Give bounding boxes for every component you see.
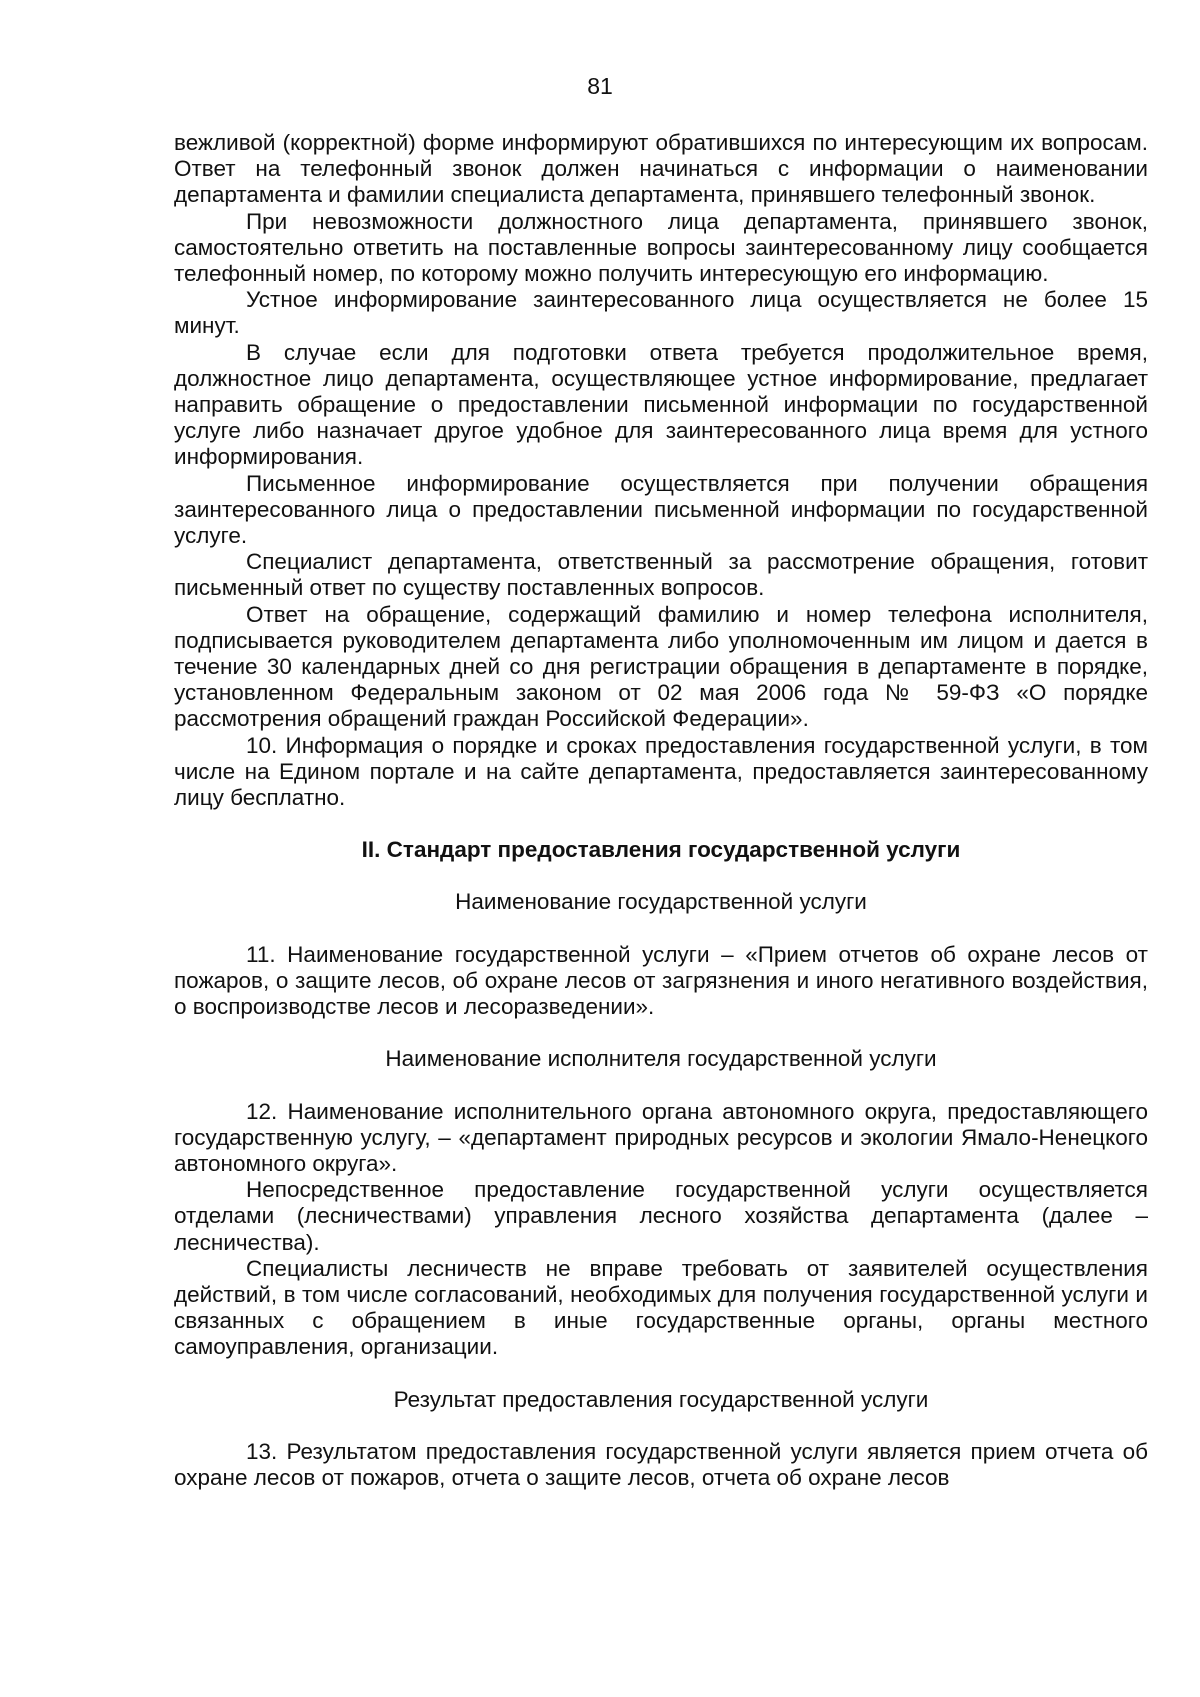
section-title: II. Стандарт предоставления государственной услуги bbox=[361, 837, 961, 863]
paragraph: Устное информирование заинтересованного лица осуществляется не более 15 минут. bbox=[174, 287, 1148, 339]
paragraph: Ответ на обращение, содержащий фамилию и номер телефона исполнителя, подписывается руководителем департамента либо уполномоченным им лицом и дается в течение 30 календарных дней со дня регистрации обращения в департаменте в порядке, установленном Федеральным законом от 02 мая 2006 года № 59-ФЗ «О порядке рассмотрения обращений граждан Российской Федерации». bbox=[174, 601, 1148, 732]
paragraph: Письменное информирование осуществляется при получении обращения заинтересованного лица о предоставлении письменной информации по государственной услуге. bbox=[174, 470, 1148, 549]
paragraph: При невозможности должностного лица департамента, принявшего звонок, самостоятельно ответить на поставленные вопросы заинтересованному лицу сообщается телефонный номер, по которому можно получить интересующую его информацию. bbox=[174, 208, 1148, 287]
paragraph-13: 13. Результатом предоставления государственной услуги является прием отчета об охране лесов от пожаров, отчета о защите лесов, отчета об охране лесов bbox=[174, 1438, 1148, 1490]
paragraph-12: 12. Наименование исполнительного органа автономного округа, предоставляющего государственную услугу, – «департамент природных ресурсов и экологии Ямало-Ненецкого автономного округа». bbox=[174, 1098, 1148, 1176]
paragraph-continuation: вежливой (корректной) форме информируют обратившихся по интересующим их вопросам. Ответ на телефонный звонок должен начинаться с информации о наименовании департамента и фамилии специалиста департамента, принявшего телефонный звонок. bbox=[174, 130, 1148, 208]
paragraph: Специалисты лесничеств не вправе требовать от заявителей осуществления действий, в том числе согласований, необходимых для получения государственной услуги и связанных с обращением в иные государственные органы, органы местного самоуправления, организации. bbox=[174, 1255, 1148, 1360]
subheading-service-executor: Наименование исполнителя государственной услуги bbox=[385, 1046, 937, 1072]
document-body bbox=[174, 130, 1148, 1491]
page-number: 81 bbox=[587, 73, 613, 99]
paragraph: В случае если для подготовки ответа требуется продолжительное время, должностное лицо департамента, осуществляющее устное информирование, предлагает направить обращение о предоставлении письменной информации по государственной услуге либо назначает другое удобное для заинтересованного лица время для устного информирования. bbox=[174, 339, 1148, 470]
paragraph-11: 11. Наименование государственной услуги – «Прием отчетов об охране лесов от пожаров, о защите лесов, об охране лесов от загрязнения и иного негативного воздействия, о воспроизводстве лесов и лесоразведении». bbox=[174, 941, 1148, 1020]
paragraph-10: 10. Информация о порядке и сроках предоставления государственной услуги, в том числе на Едином портале и на сайте департамента, предоставляется заинтересованному лицу бесплатно. bbox=[174, 732, 1148, 811]
paragraph: Непосредственное предоставление государственной услуги осуществляется отделами (лесничествами) управления лесного хозяйства департамента (далее – лесничества). bbox=[174, 1177, 1148, 1255]
subheading-service-name: Наименование государственной услуги bbox=[455, 889, 867, 915]
subheading-service-result: Результат предоставления государственной услуги bbox=[393, 1386, 929, 1412]
paragraph: Специалист департамента, ответственный за рассмотрение обращения, готовит письменный ответ по существу поставленных вопросов. bbox=[174, 549, 1148, 601]
